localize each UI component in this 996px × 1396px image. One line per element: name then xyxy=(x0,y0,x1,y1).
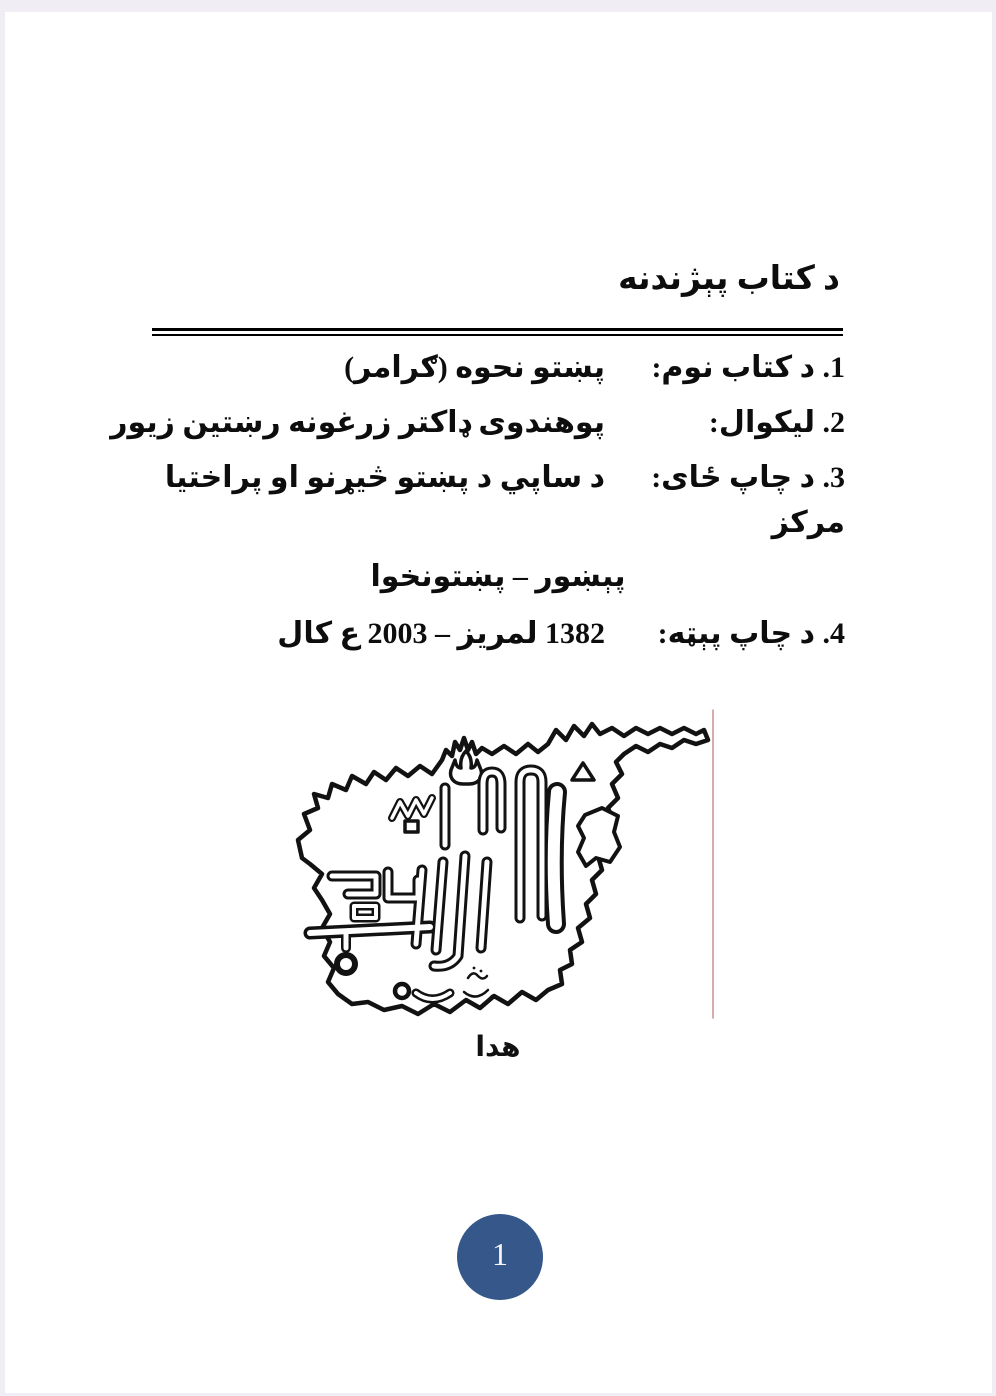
info-value: 1382 لمریز – 2003 ع کال xyxy=(277,617,605,650)
info-value: د ساپي د پښتو څیړنو او پراختیا xyxy=(164,461,605,494)
figure-caption: هدا xyxy=(475,1032,521,1063)
info-label: 1. د کتاب نوم: xyxy=(651,351,845,384)
figure-afghanistan-map xyxy=(280,700,730,1040)
info-row-publish-date xyxy=(151,606,845,661)
map-east-hole xyxy=(578,808,620,866)
calligraphy-ring xyxy=(337,955,355,973)
calligraphy-small-ring xyxy=(395,984,409,998)
title-divider xyxy=(152,328,843,336)
map-outline xyxy=(298,724,708,1014)
calligraphy-square-dot xyxy=(405,821,418,832)
page-title: د کتاب پېژندنه xyxy=(618,261,840,297)
location-line: پېښور – پښتونخوا xyxy=(370,560,626,593)
page-number: 1 xyxy=(492,1235,508,1272)
info-label: 2. لیکوال: xyxy=(708,406,845,439)
info-label: 4. د چاپ پېټه: xyxy=(657,617,845,650)
info-value: پښتو نحوه (ګرامر) xyxy=(344,351,605,384)
page-number-badge xyxy=(457,1214,543,1300)
info-label: 3. د چاپ ځای: xyxy=(651,461,845,494)
info-value: پوهندوی ډاکتر زرغونه رښتین زیور xyxy=(110,406,605,439)
info-row-book-name xyxy=(151,340,845,395)
info-row-publish-place xyxy=(151,450,845,505)
afghanistan-map-calligraphy-icon xyxy=(280,700,730,1040)
info-row-continuation: مرکز xyxy=(771,506,845,539)
info-row-author xyxy=(110,395,845,450)
